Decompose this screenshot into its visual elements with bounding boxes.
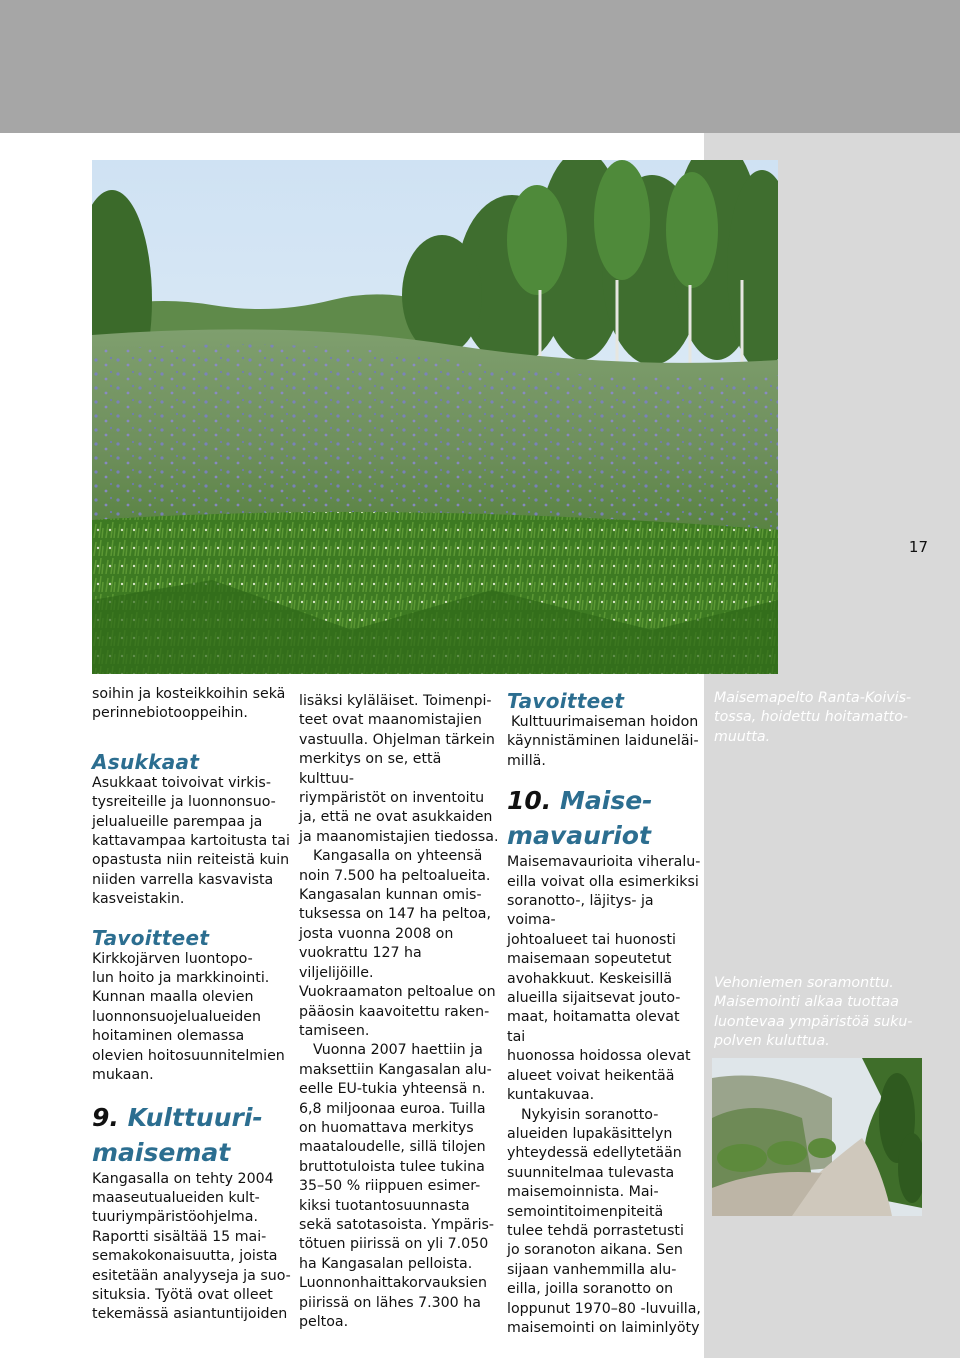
heading-tavoitteet: Tavoitteet <box>92 925 210 950</box>
asukkaat-line: niiden varrella kasvavista <box>92 871 274 888</box>
body-line: vastuulla. Ohjelman tärkein <box>299 731 495 748</box>
caption-line: Maisemapelto Ranta-Koivis- <box>714 690 912 706</box>
intro-line: perinnebiotooppeihin. <box>92 705 248 722</box>
body-line: Kangasalan kunnan omis- <box>299 887 482 904</box>
body-line: Luonnonhaittakorvauksien <box>299 1275 488 1292</box>
body-line: suunnitelmaa tulevasta <box>507 1164 675 1181</box>
caption-line: muutta. <box>714 728 771 745</box>
body-line: tamiseen. <box>299 1022 370 1039</box>
asukkaat-line: kasveistakin. <box>92 891 185 908</box>
body-line: jo soranoton aikana. Sen <box>507 1242 683 1259</box>
caption-line: luontevaa ympäristöä suku- <box>714 1013 913 1030</box>
caption-line: Vehoniemen soramonttu. <box>714 975 894 991</box>
body-line: kiksi tuotantosuunnasta <box>299 1197 470 1214</box>
body-line: eilla, joilla soranotto on <box>507 1281 674 1298</box>
asukkaat-line: opastusta niin reiteistä kuin <box>92 852 290 869</box>
tavoitteet-line: käynnistäminen laiduneläi- <box>507 733 699 750</box>
caption-line: tossa, hoidettu hoitamatto- <box>714 709 909 726</box>
asukkaat-line: Asukkaat toivoivat virkis- <box>92 774 271 791</box>
body-line: eilla voivat olla esimerkiksi <box>507 873 699 890</box>
body-line: teet ovat maanomistajien <box>299 712 482 729</box>
body-line: alueilla sijaitsevat jouto- <box>507 990 681 1007</box>
page-number: 17 <box>908 538 928 556</box>
intro-line: soihin ja kosteikkoihin sekä <box>92 686 286 702</box>
body-line: noin 7.500 ha peltoalueita. <box>299 867 491 884</box>
kulttuuri-line: tuuriympäristöohjelma. <box>92 1209 258 1226</box>
heading-10-text: Maise- <box>560 786 653 816</box>
body-line: riympäristöt on inventoitu <box>299 790 485 807</box>
body-line: alueet voivat heikentää <box>507 1067 675 1084</box>
column-2 <box>299 692 499 1332</box>
tavoitteet-line: millä. <box>507 752 546 769</box>
body-line: tuksessa on 147 ha peltoa, <box>299 906 491 923</box>
column-1 <box>92 685 292 1325</box>
body-line: josta vuonna 2008 on <box>299 925 454 942</box>
heading-10-number: 10. <box>507 786 552 816</box>
body-line: bruttotuloista tulee tukina <box>299 1158 485 1175</box>
body-line: piirissä on lähes 7.300 ha <box>299 1294 481 1311</box>
tavoitteet-line: Kunnan maalla olevien <box>92 989 254 1006</box>
tavoitteet-line: luonnonsuojelualueiden <box>92 1008 261 1025</box>
body-line: 35–50 % riippuen esimer- <box>299 1178 481 1195</box>
body-line: 6,8 miljoonaa euroa. Tuilla <box>299 1100 486 1117</box>
kulttuuri-line: esitetään analyyseja ja suo- <box>92 1267 291 1284</box>
kulttuuri-line: situksia. Työtä ovat olleet <box>92 1286 273 1303</box>
caption-line: Maisemointi alkaa tuottaa <box>714 994 899 1011</box>
heading-9 <box>92 1100 292 1135</box>
body-line: sekä satotasoista. Ympäris- <box>299 1216 495 1233</box>
body-line: johtoalueet tai huonosti <box>507 931 676 948</box>
body-line: soranotto-, läjitys- ja voima- <box>507 893 654 929</box>
column-3 <box>507 689 702 1338</box>
body-line: ja maanomistajien tiedossa. <box>299 828 499 845</box>
caption-line: polven kuluttua. <box>714 1033 830 1050</box>
tavoitteet-line: olevien hoitosuunnitelmien <box>92 1047 285 1064</box>
heading-9-text: Kulttuuri- <box>127 1102 263 1132</box>
body-line: alueiden lupakäsittelyn <box>507 1125 673 1142</box>
body-line: maksettiin Kangasalan alu- <box>299 1061 492 1078</box>
body-line: on huomattava merkitys <box>299 1119 474 1136</box>
heading-9-number: 9. <box>92 1102 119 1132</box>
caption-2 <box>714 974 934 1052</box>
body-line: tötuen piirissä on yli 7.050 <box>299 1236 489 1253</box>
body-line: avohakkuut. Keskeisillä <box>507 970 673 987</box>
body-line: merkitys on se, että kulttuu- <box>299 751 442 787</box>
body-line: peltoa. <box>299 1314 349 1330</box>
body-line: vuokrattu 127 ha viljelijöille. <box>299 945 422 981</box>
body-line: eelle EU-tukia yhteensä n. <box>299 1081 486 1098</box>
body-line: tulee tehdä porrastetusti <box>507 1222 684 1239</box>
body-line: Vuokraamaton peltoalue on <box>299 984 496 1001</box>
heading-10-line2: mavauriot <box>507 821 651 851</box>
kulttuuri-line: Raportti sisältää 15 mai- <box>92 1228 267 1245</box>
body-line: loppunut 1970–80 -luvuilla, <box>507 1300 701 1317</box>
body-line: maat, hoitamatta olevat tai <box>507 1009 680 1045</box>
kulttuuri-line: Kangasalla on tehty 2004 <box>92 1170 274 1187</box>
body-line: Nykyisin soranotto- <box>521 1106 659 1123</box>
tavoitteet-line: Kirkkojärven luontopo- <box>92 950 253 967</box>
tavoitteet-line: Kulttuurimaiseman hoidon <box>511 714 699 730</box>
kulttuuri-line: maaseutualueiden kult- <box>92 1189 260 1206</box>
asukkaat-line: jelualueille parempaa ja <box>92 813 263 830</box>
body-line: Kangasalla on yhteensä <box>313 848 483 865</box>
body-line: ha Kangasalan pelloista. <box>299 1255 473 1272</box>
heading-10 <box>507 783 702 818</box>
kulttuuri-line: semakokonaisuutta, joista <box>92 1248 278 1265</box>
gravel-pit-photo <box>712 1058 922 1216</box>
body-line: maisemaan sopeutetut <box>507 951 672 968</box>
body-line: pääosin kaavoitettu raken- <box>299 1003 490 1020</box>
body-line: huonossa hoidossa olevat <box>507 1048 691 1065</box>
body-line: Vuonna 2007 haettiin ja <box>313 1042 483 1059</box>
meadow-photo <box>92 160 778 674</box>
body-line: Maisemavaurioita viheralu- <box>507 854 701 871</box>
heading-tavoitteet-2: Tavoitteet <box>507 689 625 713</box>
body-line: maataloudelle, sillä tilojen <box>299 1139 486 1156</box>
body-line: yhteydessä edellytetään <box>507 1145 682 1162</box>
tavoitteet-line: lun hoito ja markkinointi. <box>92 970 270 987</box>
body-line: semointitoimenpiteitä <box>507 1203 664 1220</box>
heading-9-line2: maisemat <box>92 1137 231 1167</box>
kulttuuri-line: tekemässä asiantuntijoiden <box>92 1306 288 1323</box>
body-line: kuntakuvaa. <box>507 1087 595 1104</box>
body-line: ja, että ne ovat asukkaiden <box>299 809 493 826</box>
body-line: lisäksi kyläläiset. Toimenpi- <box>299 693 492 709</box>
body-line: sijaan vanhemmilla alu- <box>507 1261 677 1278</box>
body-line: maisemointi on laiminlyöty <box>507 1319 700 1336</box>
caption-1 <box>714 689 934 747</box>
top-band <box>0 0 960 133</box>
tavoitteet-line: hoitaminen olemassa <box>92 1028 245 1045</box>
asukkaat-line: tysreiteille ja luonnonsuo- <box>92 794 276 811</box>
asukkaat-line: kattavampaa kartoitusta tai <box>92 833 290 850</box>
tavoitteet-line: mukaan. <box>92 1067 154 1084</box>
heading-asukkaat: Asukkaat <box>92 749 200 774</box>
body-line: maisemoinnista. Mai- <box>507 1184 659 1201</box>
